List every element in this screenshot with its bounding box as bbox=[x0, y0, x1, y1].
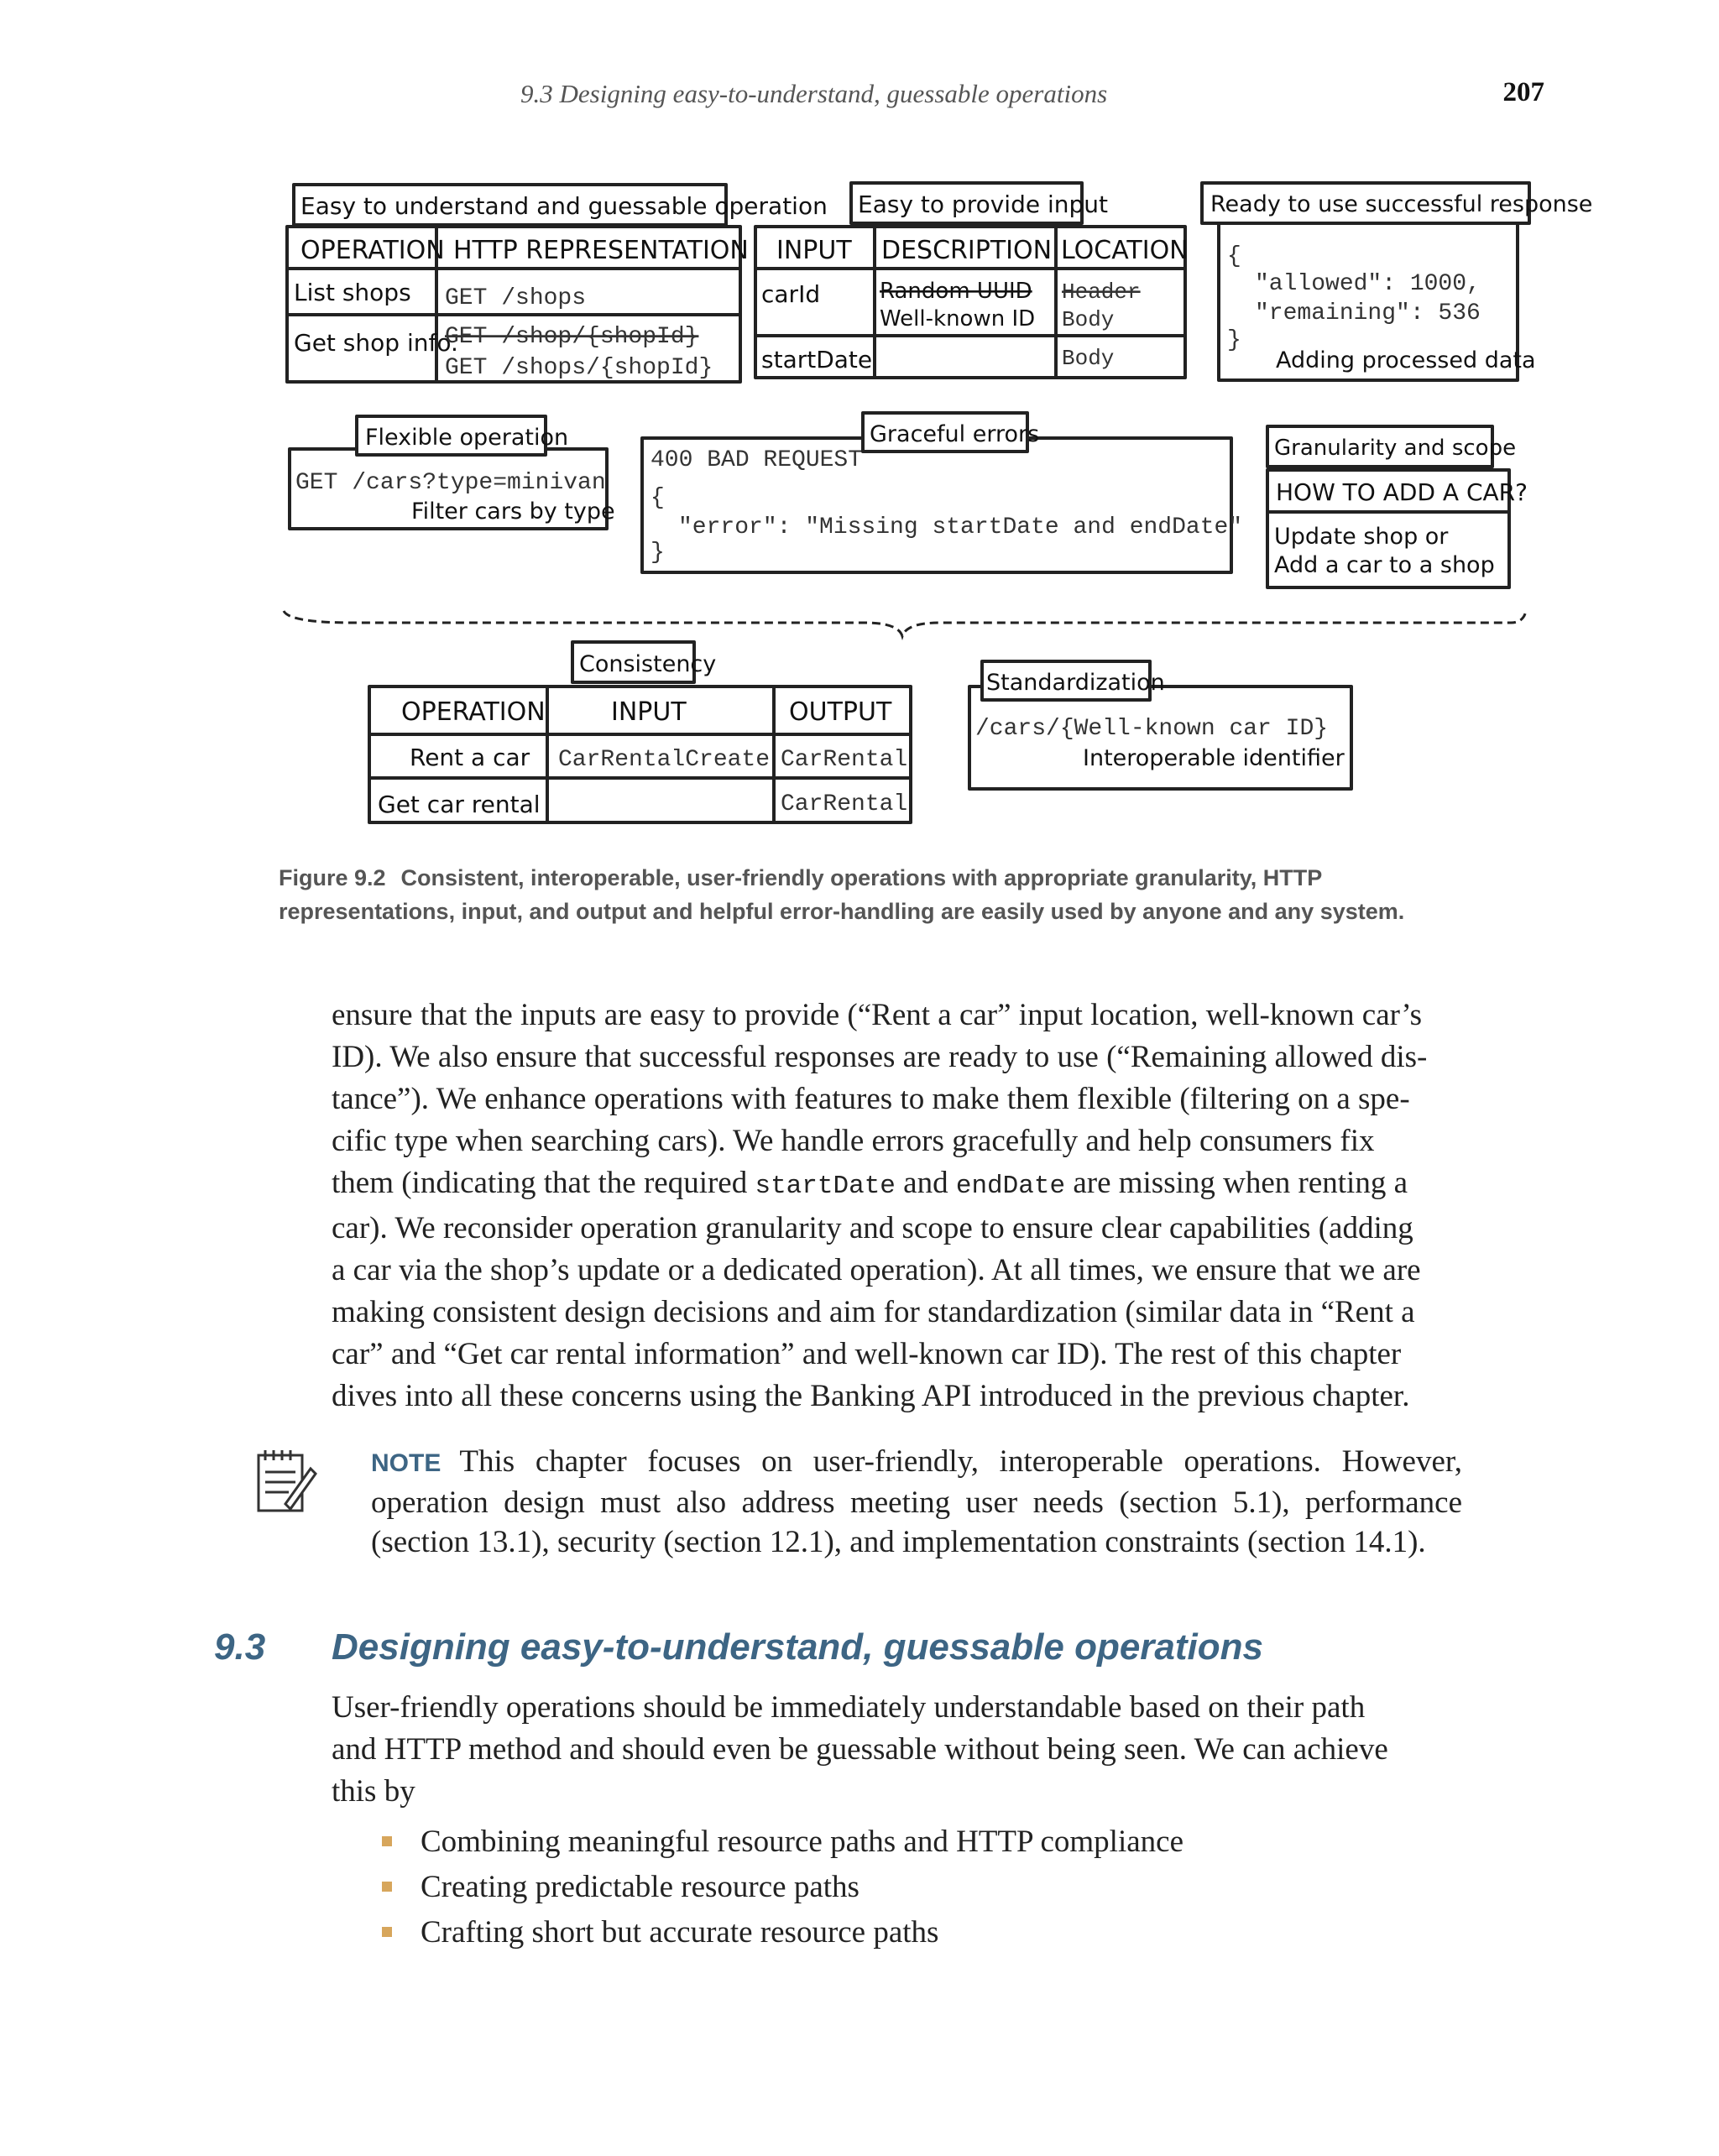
bullet-square-icon bbox=[382, 1927, 392, 1937]
para1-line: dives into all these concerns using the Banking API introduced in the previous chapter. bbox=[332, 1379, 1410, 1413]
para1-line: ID). We also ensure that successful responses are ready to use (“Remaining allowed dis- bbox=[332, 1040, 1428, 1074]
caption-label: Figure 9.2 bbox=[279, 865, 386, 890]
ready-line1: "allowed": 1000, bbox=[1255, 271, 1481, 297]
para1-line: car” and “Get car rental information” and well-known car ID). The rest of this chapter bbox=[332, 1337, 1402, 1371]
easy-ops-row1-op: List shops bbox=[294, 279, 411, 306]
consistency-col-operation: OPERATION bbox=[401, 697, 546, 727]
consistency-col-input: INPUT bbox=[611, 697, 687, 727]
consistency-row1-output: CarRental bbox=[781, 747, 908, 773]
easy-input-row2-input: startDate bbox=[761, 346, 873, 373]
ready-line2: "remaining": 536 bbox=[1255, 300, 1481, 326]
figure-diagram bbox=[0, 0, 1719, 839]
easy-input-col-description: DESCRIPTION bbox=[881, 236, 1053, 265]
graceful-line: "error": "Missing startDate and endDate" bbox=[678, 514, 1243, 540]
list-item bbox=[382, 1865, 1473, 1910]
standardization-title: Standardization bbox=[986, 670, 1165, 696]
easy-ops-row2-op: Get shop info. bbox=[294, 329, 458, 357]
graceful-close-brace: } bbox=[651, 540, 665, 566]
para1-line bbox=[332, 1162, 1540, 1208]
caption-line2: representations, input, and output and helpful error-handling are easily used by anyone and any system. bbox=[279, 899, 1405, 924]
easy-ops-col-operation: OPERATION bbox=[300, 236, 445, 265]
list-item bbox=[382, 1910, 1473, 1955]
para1-text: are missing when renting a bbox=[1065, 1166, 1408, 1200]
easy-input-row2-loc: Body bbox=[1062, 346, 1115, 371]
ready-title: Ready to use successful response bbox=[1210, 191, 1593, 217]
easy-ops-row1-http: GET /shops bbox=[445, 285, 587, 311]
note-text: This chapter focuses on user-friendly, interoperable operations. However, operation design must also address meeting user needs (section 5.1), performance (section 13.1), security (section 12.1), and implementation constraints (section 14.1). bbox=[371, 1444, 1462, 1559]
flexible-code: GET /cars?type=minivan bbox=[295, 470, 606, 496]
para1-line: ensure that the inputs are easy to provide (“Rent a car” input location, well-known car’s bbox=[332, 998, 1423, 1032]
para2-line: and HTTP method and should even be guessable without being seen. We can achieve bbox=[332, 1732, 1388, 1767]
easy-input-col-location: LOCATION bbox=[1061, 236, 1189, 265]
ready-open-brace: { bbox=[1227, 243, 1241, 269]
consistency-col-output: OUTPUT bbox=[789, 697, 892, 727]
easy-input-col-input: INPUT bbox=[776, 236, 852, 265]
note-block bbox=[371, 1442, 1462, 1562]
easy-input-row1-desc-struck: Random UUID bbox=[880, 279, 1032, 304]
granularity-title: Granularity and scope bbox=[1274, 436, 1517, 461]
bullet-square-icon bbox=[382, 1836, 392, 1846]
consistency-row2-output: CarRental bbox=[781, 791, 908, 817]
graceful-title: Graceful errors bbox=[870, 421, 1040, 447]
standardization-code: /cars/{Well-known car ID} bbox=[975, 716, 1329, 742]
para2-line: this by bbox=[332, 1774, 415, 1809]
running-title: 9.3 Designing easy-to-understand, guessable operations bbox=[520, 79, 1108, 108]
figure-caption bbox=[279, 861, 1538, 928]
para1-text: and bbox=[895, 1166, 956, 1200]
easy-input-row1-desc: Well-known ID bbox=[880, 306, 1036, 331]
para1-line: cific type when searching cars). We handle errors gracefully and help consumers fix bbox=[332, 1124, 1375, 1158]
section-number: 9.3 bbox=[214, 1626, 266, 1668]
note-label: NOTE bbox=[371, 1449, 442, 1477]
consistency-row1-input: CarRentalCreate bbox=[558, 747, 771, 773]
granularity-question: HOW TO ADD A CAR? bbox=[1276, 478, 1528, 506]
consistency-row2-op: Get car rental bbox=[378, 791, 541, 818]
body-paragraph-1 bbox=[332, 994, 1540, 1417]
code-enddate: endDate bbox=[955, 1172, 1066, 1201]
easy-input-row1-loc: Body bbox=[1062, 307, 1115, 332]
ready-close-brace: } bbox=[1227, 327, 1241, 353]
list-item-text: Creating predictable resource paths bbox=[421, 1870, 860, 1904]
granularity-answer1: Update shop or bbox=[1274, 524, 1449, 550]
bullet-list bbox=[382, 1819, 1473, 1955]
list-item-text: Crafting short but accurate resource paths bbox=[421, 1915, 939, 1950]
para1-text: them (indicating that the required bbox=[332, 1166, 755, 1200]
page-number: 207 bbox=[1502, 77, 1544, 107]
granularity-answer2: Add a car to a shop bbox=[1274, 552, 1495, 578]
para1-line: a car via the shop’s update or a dedicated operation). At all times, we ensure that we are bbox=[332, 1253, 1421, 1287]
list-item bbox=[382, 1819, 1473, 1865]
easy-ops-row2-http: GET /shops/{shopId} bbox=[445, 355, 713, 381]
easy-ops-col-http: HTTP REPRESENTATION bbox=[453, 236, 749, 265]
para1-line: car). We reconsider operation granularity and scope to ensure clear capabilities (adding bbox=[332, 1211, 1413, 1245]
para1-line: tance”). We enhance operations with features to make them flexible (filtering on a spe- bbox=[332, 1082, 1410, 1116]
flexible-note: Filter cars by type bbox=[411, 499, 615, 525]
easy-ops-row2-http-struck: GET /shop/{shopId} bbox=[445, 324, 699, 350]
para1-line: making consistent design decisions and aim for standardization (similar data in “Rent a bbox=[332, 1295, 1415, 1329]
easy-input-title: Easy to provide input bbox=[858, 191, 1108, 218]
graceful-status: 400 BAD REQUEST bbox=[651, 447, 863, 473]
note-icon bbox=[252, 1443, 319, 1519]
bullet-square-icon bbox=[382, 1882, 392, 1892]
consistency-row1-op: Rent a car bbox=[410, 744, 530, 771]
code-startdate: startDate bbox=[755, 1172, 896, 1201]
easy-input-row1-loc-struck: Header bbox=[1062, 279, 1141, 305]
para2-line: User-friendly operations should be immediately understandable based on their path bbox=[332, 1690, 1366, 1725]
section-title: Designing easy-to-understand, guessable operations bbox=[332, 1626, 1263, 1668]
list-item-text: Combining meaningful resource paths and HTTP compliance bbox=[421, 1825, 1184, 1859]
flexible-title: Flexible operation bbox=[365, 425, 569, 451]
caption-line1: Consistent, interoperable, user-friendly operations with appropriate granularity, HTTP bbox=[400, 865, 1323, 890]
easy-input-row1-input: carId bbox=[761, 280, 821, 308]
consistency-title: Consistency bbox=[579, 651, 717, 677]
easy-ops-title: Easy to understand and guessable operation bbox=[300, 192, 828, 220]
ready-note: Adding processed data bbox=[1276, 347, 1536, 373]
standardization-note: Interoperable identifier bbox=[1083, 745, 1345, 771]
graceful-open-brace: { bbox=[651, 485, 665, 511]
body-paragraph-2 bbox=[332, 1687, 1540, 1813]
